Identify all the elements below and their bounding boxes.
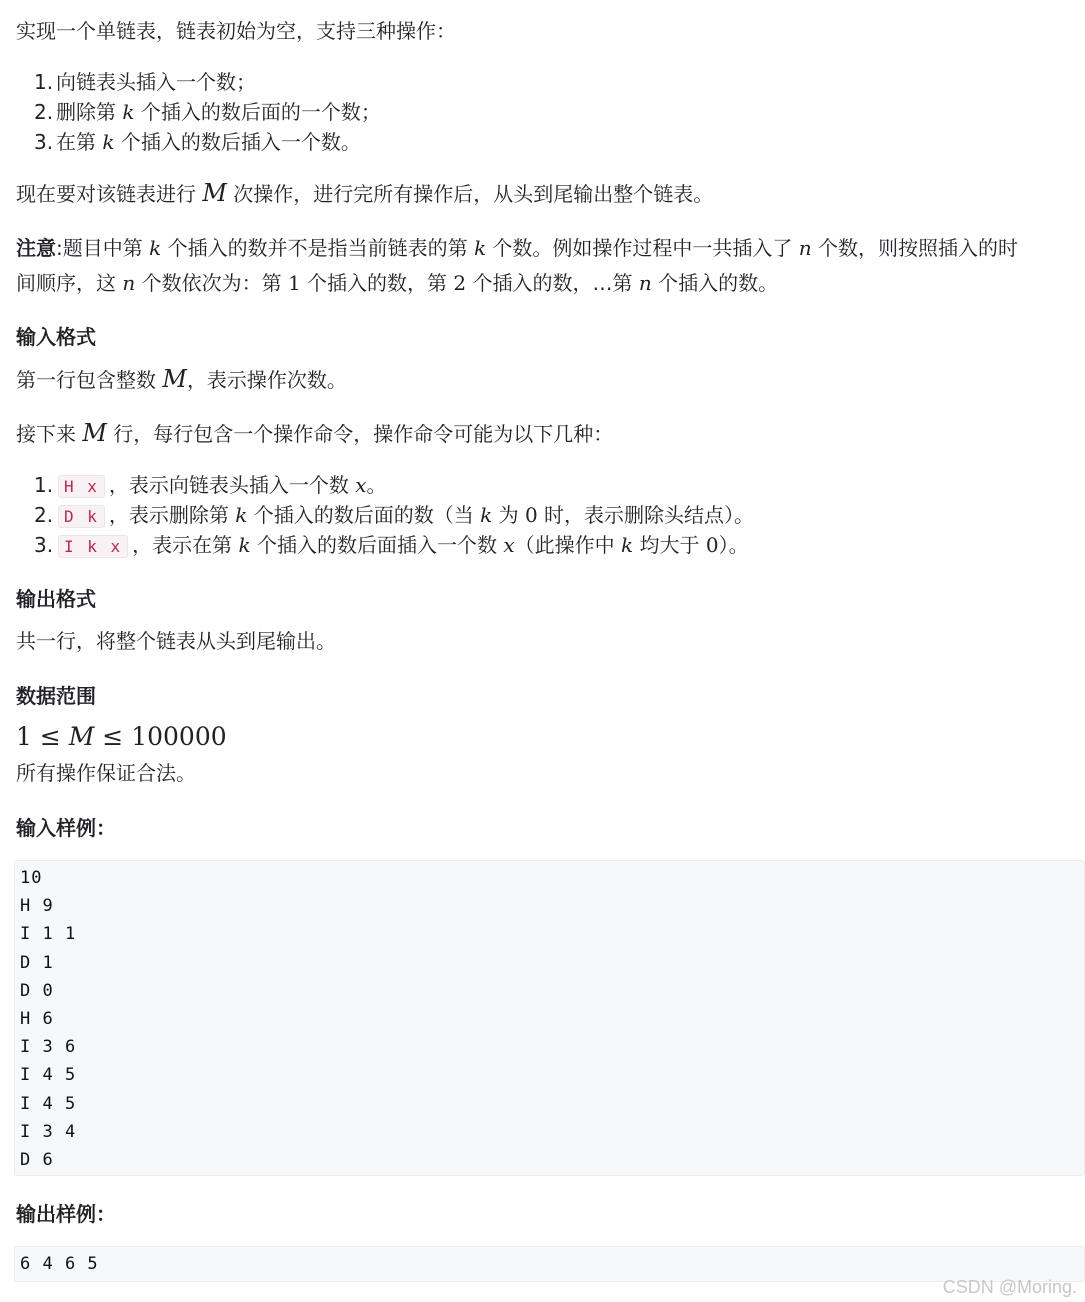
input-format-heading: 输入格式	[16, 325, 96, 349]
sample-output-heading: 输出样例：	[16, 1202, 116, 1226]
code-line: I 3 4	[20, 1121, 77, 1142]
intro-text: 实现一个单链表，链表初始为空，支持三种操作：	[16, 19, 456, 43]
code-line: I 4 5	[20, 1093, 77, 1114]
code-line: H 9	[20, 896, 54, 917]
code-line: 10	[20, 868, 43, 888]
output-format-text: 共一行，将整个链表从头到尾输出。	[16, 629, 336, 653]
list-item: 1. H x ，表示向链表头插入一个数 x。	[34, 473, 387, 497]
input-format-line-2: 接下来 M 行，每行包含一个操作命令，操作命令可能为以下几种：	[16, 419, 614, 447]
code-line: I 1 1	[20, 924, 77, 945]
code-line: H 6	[20, 1008, 54, 1029]
code-line: D 1	[20, 952, 54, 973]
range-formula: 1 ≤ M ≤ 100000	[16, 722, 227, 751]
list-item: 2. 删除第 k 个插入的数后面的一个数；	[34, 100, 381, 124]
code-line: I 4 5	[20, 1065, 77, 1086]
watermark: CSDN @Moring.	[942, 1277, 1077, 1297]
sample-output-code-block	[14, 1246, 1085, 1282]
code-line: I 3 6	[20, 1037, 77, 1058]
output-format-heading: 输出格式	[16, 587, 96, 611]
code-line: D 6	[20, 1149, 54, 1170]
list-item: 1. 向链表头插入一个数；	[34, 70, 256, 94]
code-line: D 0	[20, 980, 54, 1001]
range-text: 所有操作保证合法。	[16, 761, 196, 785]
sample-input-code-block	[14, 860, 1085, 1176]
list-item: 2. D k ，表示删除第 k 个插入的数后面的数（当 k 为 0 时，表示删除头结点）。	[34, 503, 755, 527]
inline-code: I k x	[58, 535, 128, 558]
note-line-1: 注意:题目中第 k 个插入的数并不是指当前链表的第 k 个数。例如操作过程中一共插入了 n 个数，则按照插入的时	[16, 236, 1019, 260]
inline-code: H x	[58, 475, 105, 498]
input-format-line-1: 第一行包含整数 M，表示操作次数。	[16, 365, 347, 393]
list-item: 3. 在第 k 个插入的数后插入一个数。	[34, 130, 361, 154]
range-heading: 数据范围	[16, 684, 96, 708]
sample-input-heading: 输入样例：	[16, 816, 116, 840]
task-text: 现在要对该链表进行 M 次操作，进行完所有操作后，从头到尾输出整个链表。	[16, 179, 714, 207]
note-line-2: 间顺序，这 n 个数依次为：第 1 个插入的数，第 2 个插入的数，…第 n 个插入的数。	[16, 271, 779, 295]
inline-code: D k	[58, 505, 105, 528]
note-label: 注意	[16, 236, 56, 260]
code-line: 6 4 6 5	[20, 1254, 99, 1274]
list-item: 3. I k x ，表示在第 k 个插入的数后面插入一个数 x（此操作中 k 均大于 0）。	[34, 533, 749, 557]
